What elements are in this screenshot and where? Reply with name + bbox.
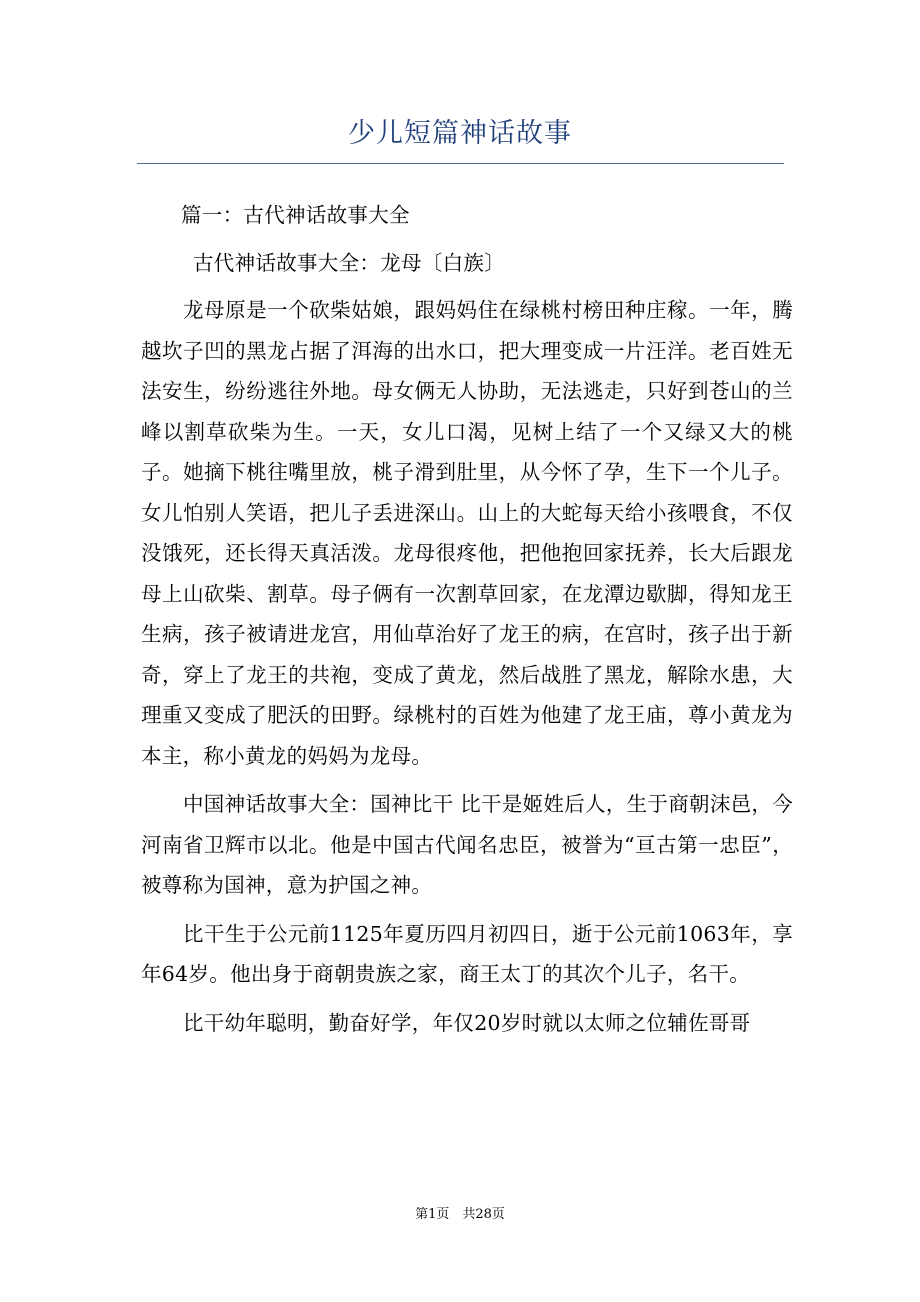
- paragraph-bigan-life: 比干生于公元前1125年夏历四月初四日，逝于公元前1063年，享年64岁。他出身于商朝贵族之家，商王太丁的其次个儿子，名干。: [141, 921, 793, 986]
- paragraph-bigan-intro: 中国神话故事大全：国神比干 比干是姬姓后人，生于商朝沫邑，今河南省卫辉市以北。他是中国古代闻名忠臣，被誉为“亘古第一忠臣”，被尊称为国神，意为护国之神。: [141, 792, 794, 897]
- story-heading: 古代神话故事大全：龙母〔白族〕: [193, 250, 505, 275]
- page-footer: 第1页 共28页: [415, 1207, 505, 1222]
- section-heading: 篇一：古代神话故事大全: [181, 203, 410, 227]
- document-body: [141, 195, 793, 1051]
- document-title: 少儿短篇神话故事: [348, 118, 572, 149]
- paragraph-longmu: 龙母原是一个砍柴姑娘，跟妈妈住在绿桃村榜田种庄稼。一年，腾越坎子凹的黑龙占据了洱海的出水口，把大理变成一片汪洋。老百姓无法安生，纷纷逃往外地。母女俩无人协助，无法逃走，只好到苍山的兰峰以割草砍柴为生。一天，女儿口渴，见树上结了一个又绿又大的桃子。她摘下桃往嘴里放，桃子滑到肚里，从今怀了孕，生下一个儿子。女儿怕别人笑语，把儿子丢进深山。山上的大蛇每天给小孩喂食，不仅没饿死，还长得天真活泼。龙母很疼他，把他抱回家抚养，长大后跟龙母上山砍柴、割草。母子俩有一次割草回家，在龙潭边歇脚，得知龙王生病，孩子被请进龙宫，用仙草治好了龙王的病，在宫时，孩子出于新奇，穿上了龙王的共袍，变成了黄龙，然后战胜了黑龙，解除水患，大理重又变成了肥沃的田野。绿桃村的百姓为他建了龙王庙，尊小黄龙为本主，称小黄龙的妈妈为龙母。: [141, 298, 793, 768]
- paragraph-bigan-youth: 比干幼年聪明，勤奋好学，年仅20岁时就以太师之位辅佐哥哥: [183, 1010, 751, 1035]
- title-divider: [137, 163, 784, 164]
